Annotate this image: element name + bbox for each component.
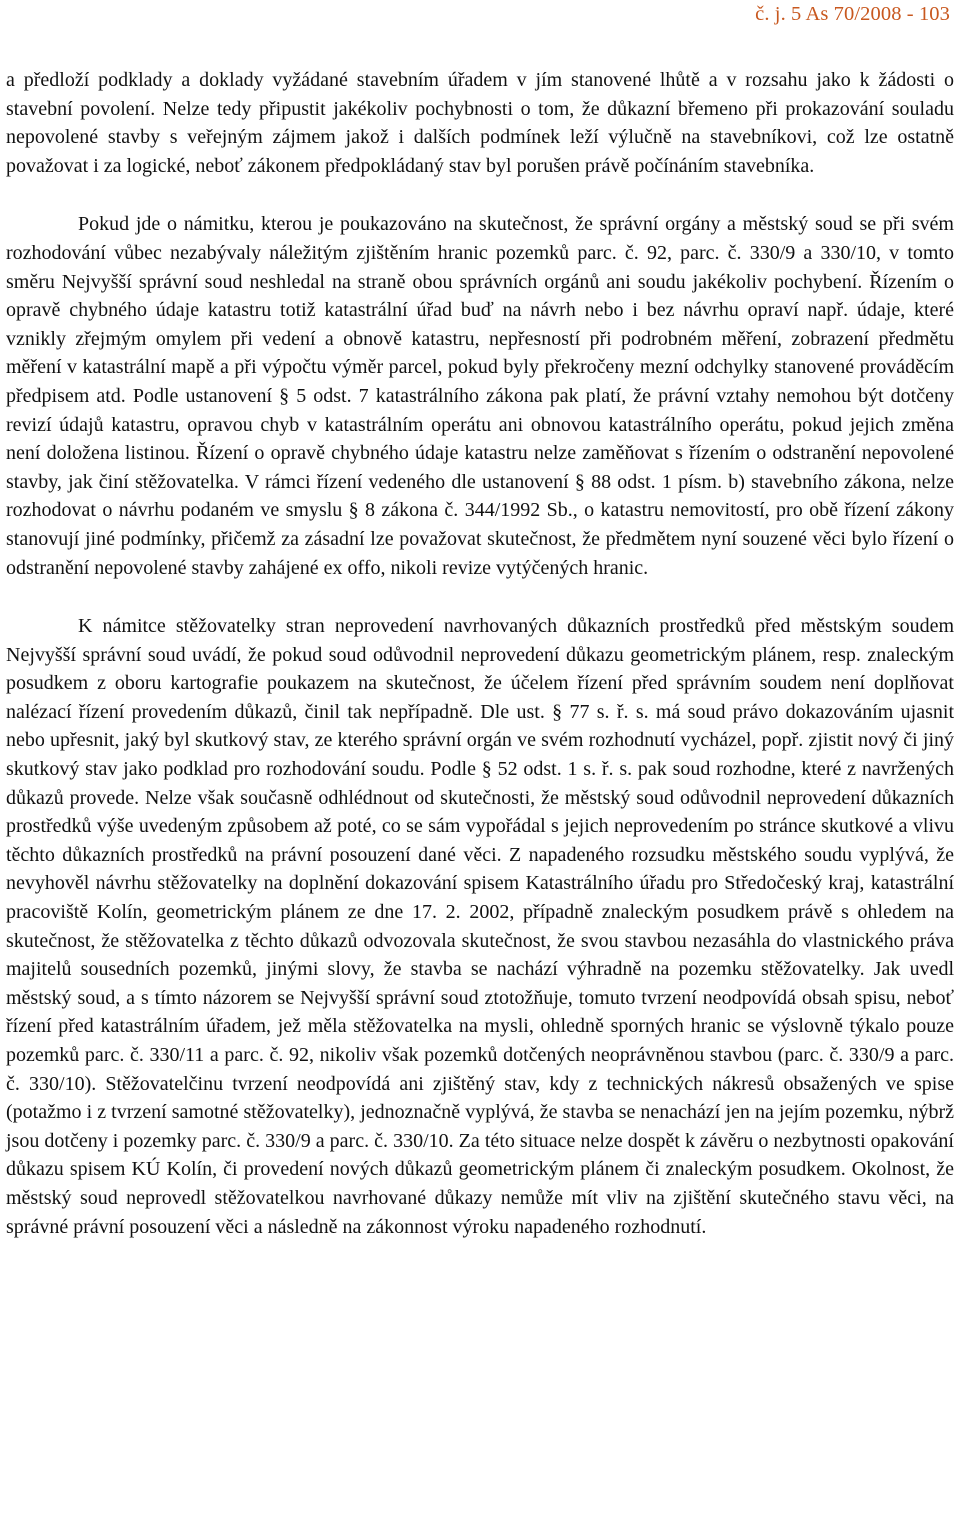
- document-body: [6, 66, 954, 1241]
- paragraph-boundaries-objection: Pokud jde o námitku, kterou je poukazováno na skutečnost, že správní orgány a městský soud se při svém rozhodování vůbec nezabývaly náležitým zjištěním hranic pozemků parc. č. 92, parc. č. 330/9 a 330/10, v tomto směru Nejvyšší správní soud neshledal na straně obou správních orgánů ani soudu jakékoliv pochybení. Řízením o opravě chybného údaje katastru totiž katastrální úřad buď na návrh nebo i bez návrhu opraví např. údaje, které vznikly zřejmým omylem při vedení a obnově katastru, nepřesností při podrobném měření, zobrazení předmětu měření v katastrální mapě a při výpočtu výměr parcel, pokud byly překročeny mezní odchylky stanovené prováděcím předpisem atd. Podle ustanovení § 5 odst. 7 katastrálního zákona pak platí, že právní vztahy nemohou být dotčeny revizí údajů katastru, opravou chyb v katastrálním operátu ani obnovou katastrálního operátu, pokud jejich změna není doložena listinou. Řízení o opravě chybného údaje katastru nelze zaměňovat s řízením o odstranění nepovolené stavby, jak činí stěžovatelka. V rámci řízení vedeného dle ustanovení § 88 odst. 1 písm. b) stavebního zákona, nelze rozhodovat o návrhu podaném ve smyslu § 8 zákona č. 344/1992 Sb., o katastru nemovitostí, pro obě řízení zákony stanovují jiné podmínky, přičemž za zásadní lze považovat skutečnost, že předmětem nyní souzené věci bylo řízení o odstranění nepovolené stavby zahájené ex offo, nikoli revize vytýčených hranic.: [6, 213, 954, 579]
- case-reference: č. j. 5 As 70/2008 - 103: [755, 3, 950, 25]
- paragraph-continuation: a předloží podklady a doklady vyžádané stavebním úřadem v jím stanovené lhůtě a v rozsahu jako k žádosti o stavební povolení. Nelze tedy připustit jakékoliv pochybnosti o tom, že důkazní břemeno při prokazování souladu nepovolené stavby s veřejným zájmem jakož i dalších podmínek leží výlučně na stavebníkovi, což lze ostatně považovat i za logické, neboť zákonem předpokládaný stav byl porušen právě počínáním stavebníka.: [6, 69, 954, 177]
- paragraph-evidence-objection: K námitce stěžovatelky stran neprovedení navrhovaných důkazních prostředků před městským soudem Nejvyšší správní soud uvádí, že pokud soud odůvodnil neprovedení důkazu geometrickým plánem, resp. znaleckým posudkem z oboru kartografie poukazem na skutečnost, že účelem řízení před správním soudem není doplňovat nalézací řízení provedením důkazů, činil tak nepřípadně. Dle ust. § 77 s. ř. s. má soud právo dokazováním ujasnit nebo upřesnit, jaký byl skutkový stav, ze kterého správní orgán ve svém rozhodnutí vycházel, popř. zjistit nový či jiný skutkový stav jako podklad pro rozhodování soudu. Podle § 52 odst. 1 s. ř. s. pak soud rozhodne, které z navržených důkazů provede. Nelze však současně odhlédnout od skutečnosti, že městský soud odůvodnil neprovedení důkazních prostředků výše uvedeným způsobem až poté, co se sám vypořádal s jejich neprovedením po stránce skutkové a vlivu těchto důkazních prostředků na právní posouzení dané věci. Z napadeného rozsudku městského soudu vyplývá, že nevyhověl návrhu stěžovatelky na doplnění dokazování spisem Katastrálního úřadu pro Středočeský kraj, katastrální pracoviště Kolín, geometrickým plánem ze dne 17. 2. 2002, případně znaleckým posudkem právě s ohledem na skutečnost, že stěžovatelka z těchto důkazů odvozovala skutečnost, že svou stavbou nezasáhla do vlastnického práva majitelů sousedních pozemků, jinými slovy, že stavba se nachází výhradně na pozemku stěžovatelky. Jak uvedl městský soud, a s tímto názorem se Nejvyšší správní soud ztotožňuje, tomuto tvrzení neodpovídá obsah spisu, neboť řízení před katastrálním úřadem, jež měla stěžovatelka na mysli, ohledně sporných hranic se výslovně týkalo pouze pozemků parc. č. 330/11 a parc. č. 92, nikoliv však pozemků dotčených neoprávněnou stavbou (parc. č. 330/9 a parc. č. 330/10). Stěžovatelčinu tvrzení neodpovídá ani zjištěný stav, kdy z technických nákresů obsažených ve spise (potažmo i z tvrzení samotné stěžovatelky), jednoznačně vyplývá, že stavba se nenachází jen na jejím pozemku, nýbrž jsou dotčeny i pozemky parc. č. 330/9 a parc. č. 330/10. Za této situace nelze dospět k závěru o nezbytnosti opakování důkazu spisem KÚ Kolín, či provedení nových důkazů geometrickým plánem či znaleckým posudkem. Okolnost, že městský soud neprovedl stěžovatelkou navrhované důkazy nemůže mít vliv na zjištění skutečného stavu věci, na správné právní posouzení věci a následně na zákonnost výroku napadeného rozhodnutí.: [6, 615, 954, 1238]
